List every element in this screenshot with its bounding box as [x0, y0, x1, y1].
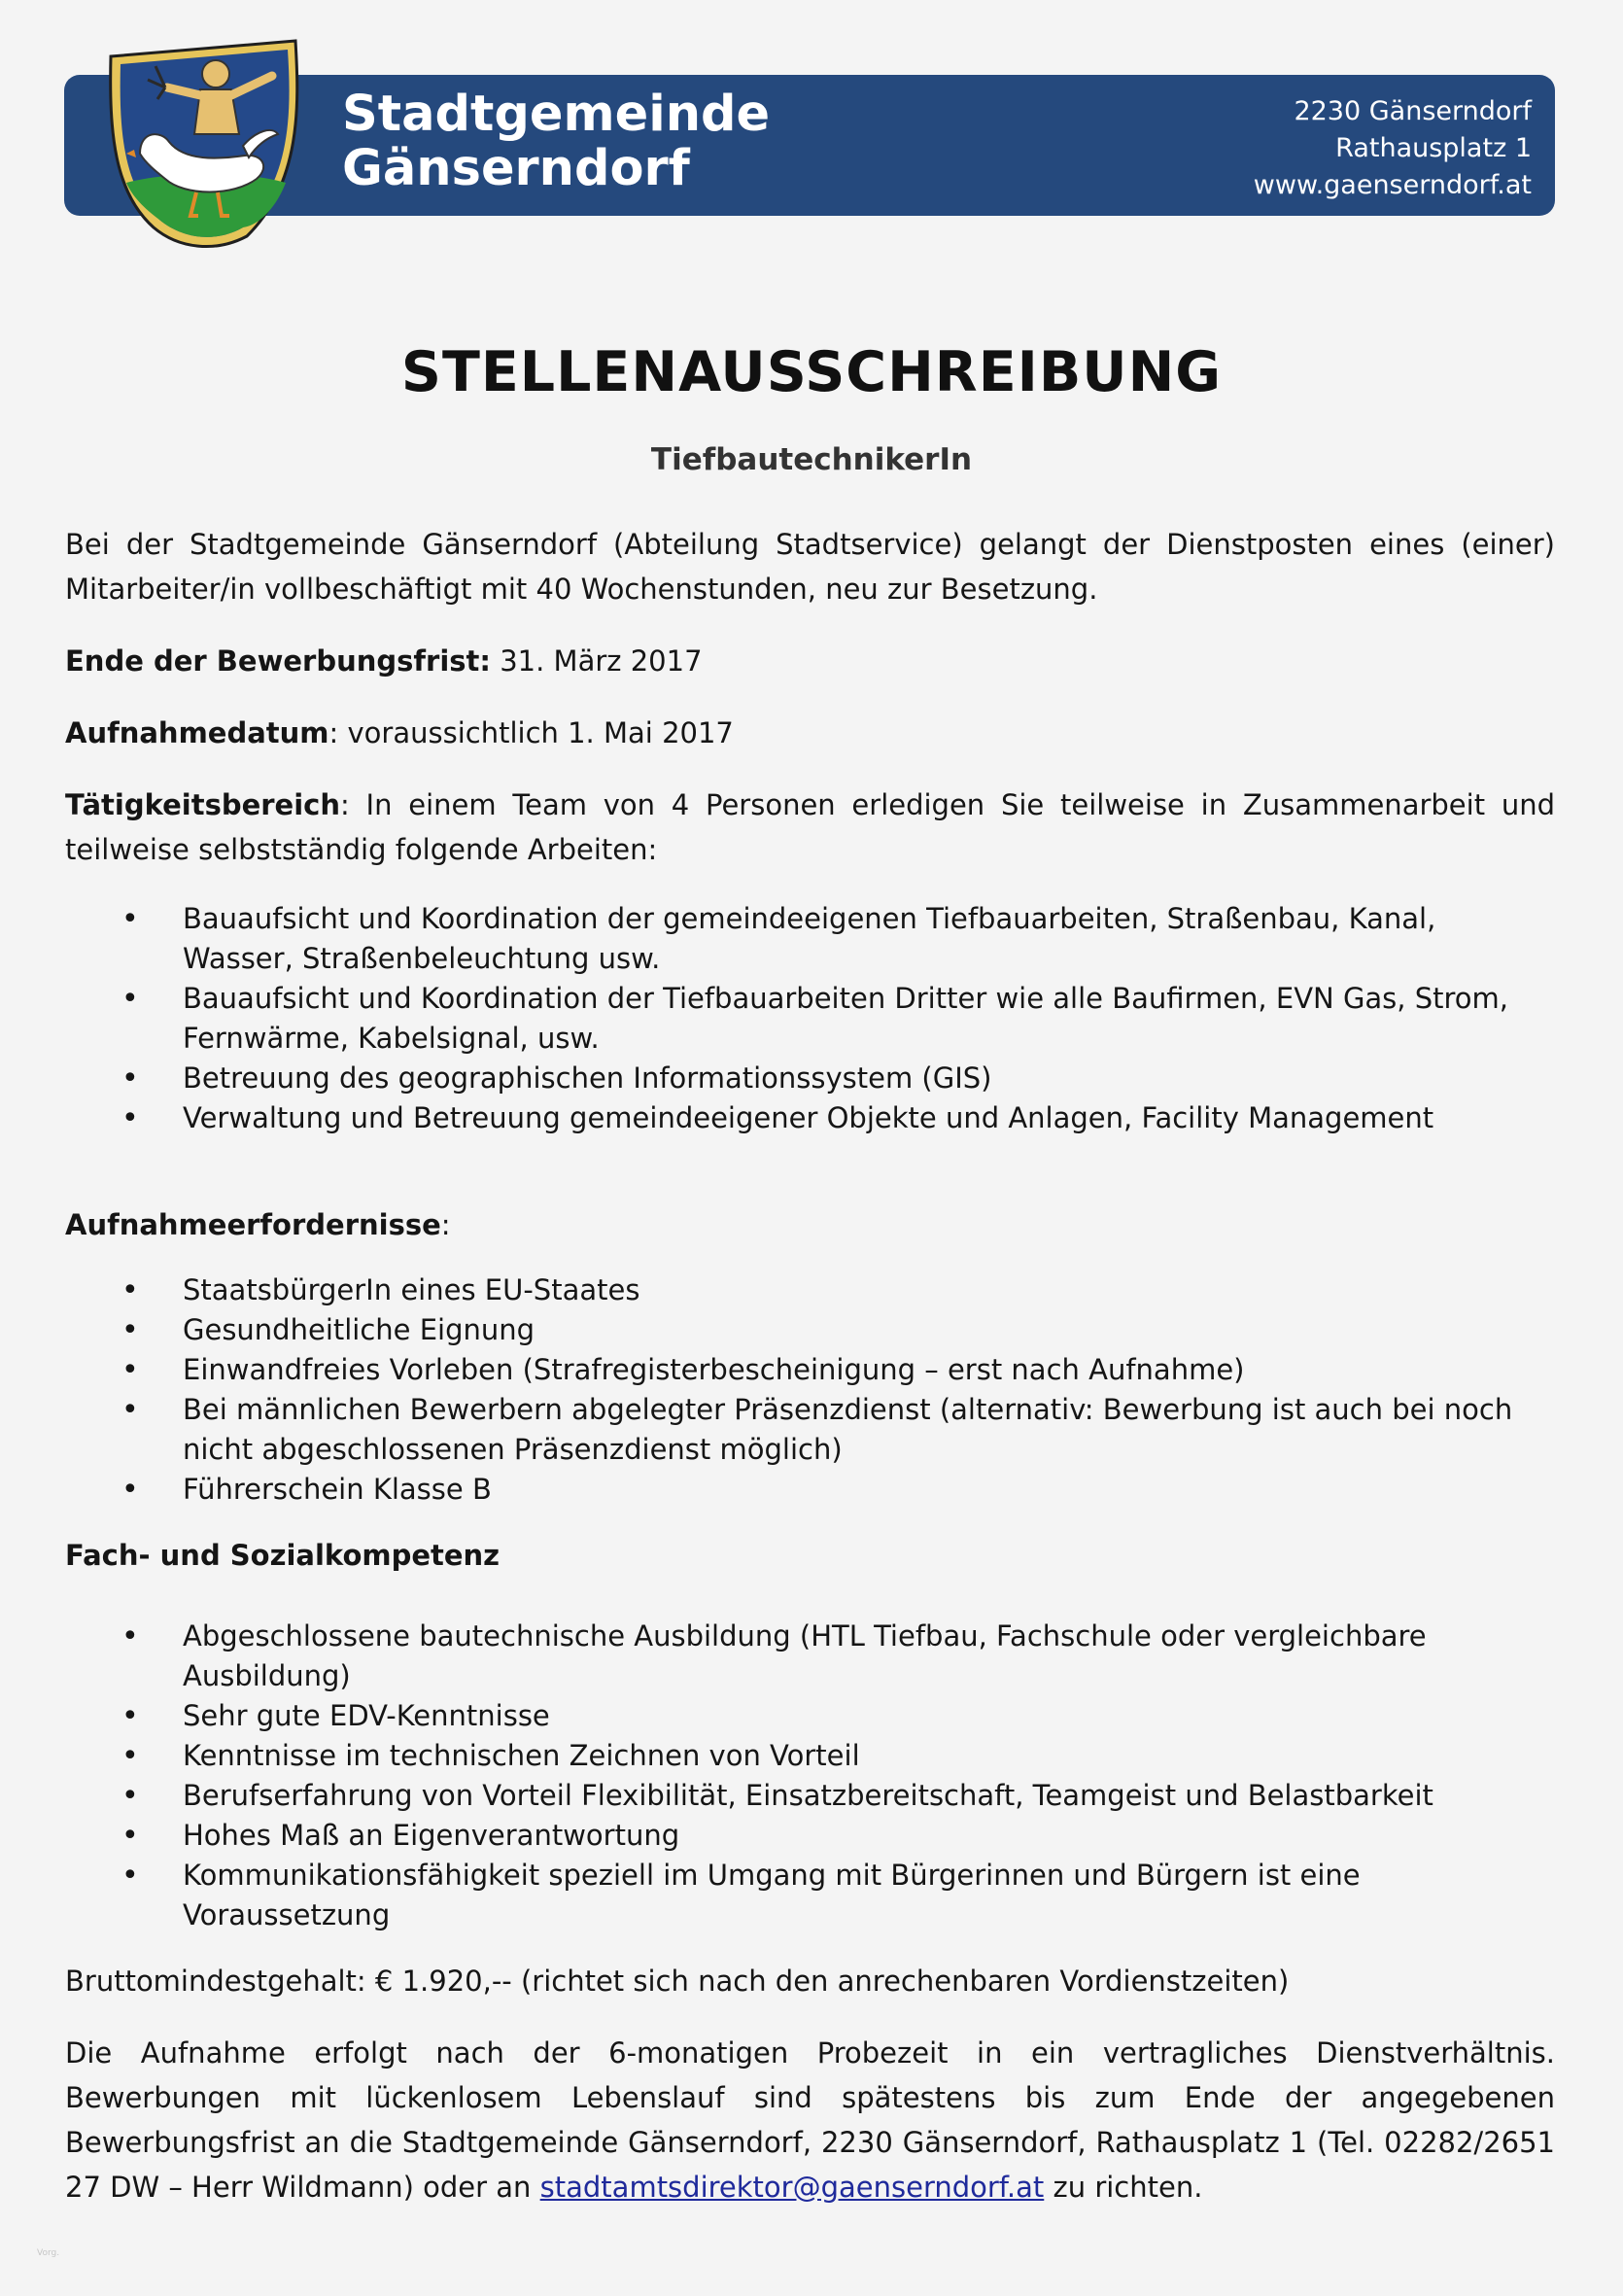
document-body [65, 522, 1555, 2209]
job-title: TiefbautechnikerIn [650, 442, 973, 477]
list-item: • Betreuung des geographischen Informationssystem (GIS) [183, 1059, 1555, 1098]
duties-paragraph [65, 783, 1555, 872]
address-line-2: Rathausplatz 1 [1335, 133, 1532, 163]
list-item: • Bauaufsicht und Koordination der gemeindeeigenen Tiefbauarbeiten, Straßenbau, Kanal, Wasser, Straßenbeleuchtung usw. [183, 899, 1555, 979]
start-date-label: Aufnahmedatum [65, 716, 329, 749]
address-line-1: 2230 Gänserndorf [1294, 96, 1532, 126]
coat-of-arms-goose-icon [101, 37, 327, 253]
org-line-2: Gänserndorf [342, 140, 690, 197]
intro-paragraph: Bei der Stadtgemeinde Gänserndorf (Abteilung Stadtservice) gelangt der Dienstposten eines (einer) Mitarbeiter/in vollbeschäftigt mit 40 Wochenstunden, neu zur Besetzung. [65, 528, 1555, 606]
list-item: • StaatsbürgerIn eines EU-Staates [183, 1270, 1555, 1310]
salary-line: Bruttomindestgehalt: € 1.920,-- (richtet sich nach den anrechenbaren Vordienstzeiten) [65, 1965, 1290, 1998]
competence-list [65, 1617, 1555, 1935]
deadline-value: 31. März 2017 [491, 644, 703, 678]
list-item: • Kenntnisse im technischen Zeichnen von Vorteil [183, 1736, 1555, 1776]
closing-text: Die Aufnahme erfolgt nach der 6-monatigen Probezeit in ein vertragliches Dienstverhältnis. Bewerbungen mit lückenlosem Lebenslauf sind spätestens bis zum Ende der angegebenen Bewerbungsfrist an die Stadtgemeinde Gänserndorf, 2230 Gänserndorf, Rathausplatz 1 (Tel. 02282/2651 27 DW – Herr Wildmann) oder an [65, 2036, 1555, 2204]
document-title: STELLENAUSSCHREIBUNG [400, 340, 1223, 404]
competence-heading: Fach- und Sozialkompetenz [65, 1539, 501, 1572]
duties-text: : In einem Team von 4 Personen erledigen Sie teilweise in Zusammenarbeit und teilweise selbstständig folgende Arbeiten: [65, 788, 1555, 866]
start-date-value: : voraussichtlich 1. Mai 2017 [328, 716, 734, 749]
requirements-heading [65, 1202, 1555, 1247]
list-item: • Gesundheitliche Eignung [183, 1310, 1555, 1350]
closing-paragraph [65, 2031, 1555, 2209]
list-item: • Bei männlichen Bewerbern abgelegter Präsenzdienst (alternativ: Bewerbung ist auch bei noch nicht abgeschlossenen Präsenzdienst möglich) [183, 1390, 1555, 1470]
list-item: • Führerschein Klasse B [183, 1470, 1555, 1510]
list-item: • Verwaltung und Betreuung gemeindeeigener Objekte und Anlagen, Facility Management [183, 1098, 1555, 1138]
list-item: • Einwandfreies Vorleben (Strafregisterbescheinigung – erst nach Aufnahme) [183, 1350, 1555, 1390]
list-item: • Sehr gute EDV-Kenntnisse [183, 1696, 1555, 1736]
email-link[interactable]: stadtamtsdirektor@gaenserndorf.at [539, 2171, 1045, 2204]
deadline-label: Ende der Bewerbungsfrist: [65, 644, 491, 678]
closing-end: zu richten. [1044, 2171, 1203, 2204]
list-item: • Hohes Maß an Eigenverantwortung [183, 1816, 1555, 1856]
website-text: www.gaenserndorf.at [1253, 170, 1532, 200]
contact-address [1046, 93, 1532, 204]
list-item: • Abgeschlossene bautechnische Ausbildung (HTL Tiefbau, Fachschule oder vergleichbare Ausbildung) [183, 1617, 1555, 1696]
list-item: • Berufserfahrung von Vorteil Flexibilität, Einsatzbereitschaft, Teamgeist und Belastbarkeit [183, 1776, 1555, 1816]
requirements-label: Aufnahmeerfordernisse [65, 1208, 441, 1241]
requirements-list [65, 1270, 1555, 1510]
list-item: • Bauaufsicht und Koordination der Tiefbauarbeiten Dritter wie alle Baufirmen, EVN Gas, Strom, Fernwärme, Kabelsignal, usw. [183, 979, 1555, 1059]
footer-mark: Vorg. [37, 2248, 60, 2258]
organization-name [342, 87, 925, 196]
duties-label: Tätigkeitsbereich [65, 788, 341, 821]
list-item: • Kommunikationsfähigkeit speziell im Umgang mit Bürgerinnen und Bürgern ist eine Voraussetzung [183, 1856, 1555, 1935]
duties-list [65, 899, 1555, 1138]
org-line-1: Stadtgemeinde [342, 86, 771, 143]
start-date-line [65, 711, 1555, 755]
deadline-line [65, 639, 1555, 683]
requirements-suffix: : [440, 1208, 451, 1241]
